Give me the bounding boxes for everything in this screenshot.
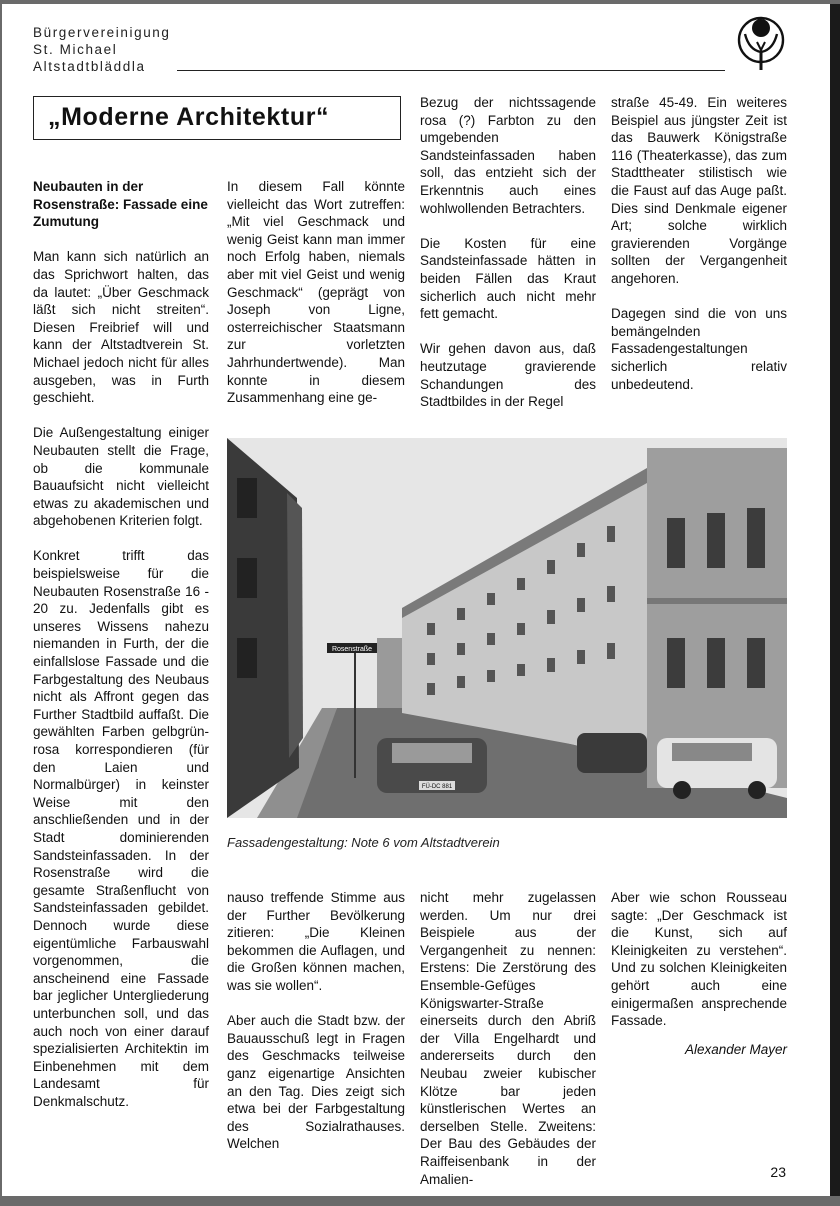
dove-circle-logo-icon (735, 12, 787, 74)
license-plate-text: FÜ-DC 881 (421, 784, 453, 790)
paragraph: nicht mehr zugelassen werden. Um nur drei Beispiele aus der Vergangenheit zu nennen: Erstens: Die Zerstörung des Ensemble-Gefüges Königswarter-Straße einerseits durch den Abriß der Villa Engelhardt und andererseits durch den Neubau zweier kubischer Klötze bar jeden künstlerischen Wertes an derselben Stelle. Zweitens: Der Bau des Gebäudes der Raiffeisenbank in der Amalien- (420, 890, 596, 1187)
paragraph: Wir gehen davon aus, daß heutzutage gravierende Schandungen des Stadtbildes in der Regel (420, 341, 596, 410)
header-rule (177, 70, 725, 71)
page-number: 23 (770, 1164, 786, 1180)
paragraph: Aber wie schon Rousseau sagte: „Der Geschmack ist die Kunst, sich auf Kleinigkeiten zu verstehen“. Und zu solchen Kleinigkeiten gehört auch eine einigermaßen ansprechende Fassade. (611, 890, 787, 1029)
column-3-bottom (420, 889, 596, 1206)
column-4-bottom (611, 889, 787, 1047)
paragraph: straße 45-49. Ein weiteres Beispiel aus jüngster Zeit ist das Bauwerk Königstraße 116 (Theaterkasse), das zum Stadttheater stilistisch wie die Faust auf das Auge paßt. Dies sind Denkmale eigener Art; solche wirklich gravierenden Vorgänge sollten der Vergangenheit angehoren. (611, 95, 787, 286)
paragraph: Die Kosten für eine Sandsteinfassade hätten in beiden Fällen das Kraut sicherlich auch nicht mehr fett gemacht. (420, 235, 596, 322)
paragraph: Dagegen sind die von uns bemängelnden Fassadengestaltungen sicherlich relativ unbedeutend. (611, 306, 787, 392)
column-4-top (611, 94, 787, 411)
paragraph: Bezug der nichtssagende rosa (?) Farbton zu den umgebenden Sandsteinfassaden haben soll, das entzieht sich der Erkenntnis auch eines wohlwollenden Betrachters. (420, 95, 596, 216)
column-1 (33, 178, 209, 1128)
paragraph: Die Außengestaltung einiger Neubauten stellt die Frage, ob die kommunale Bauaufsicht nicht vielleicht etwas zu akademischen und abgehobenen Kriterien folgt. (33, 425, 209, 529)
street-photo-drawing (227, 438, 787, 818)
masthead-line-3: Altstadtbläddla (33, 59, 146, 74)
paragraph: nauso treffende Stimme aus der Further Bevölkerung zitieren: „Die Kleinen bekommen die Auflagen, und die Großen können machen, was sie wollen“. (227, 890, 405, 993)
street-photo (227, 438, 787, 818)
street-sign-text: Rosenstraße (331, 646, 373, 653)
page-edge-shadow (830, 4, 840, 1196)
article-title: „Moderne Architektur“ (48, 103, 330, 131)
masthead (33, 24, 171, 75)
paragraph: Konkret trifft das beispielsweise für die Neubauten Rosenstraße 16 - 20 zu. Jedenfalls gibt es unseres Wissens nahezu niemanden in Furth, der die einfallslose Fassade und die Farbgestaltung des Neubaus nicht als Affront gegen das Further Stadtbild auffaßt. Die gewählten Farben gelbgrün-rosa korrespondieren (für den Laien und Normalbürger) in keinster Weise mit den anschließenden und in der Stadt dominierenden Sandsteinfassaden. In der Rosenstraße wird die gesamte Straßenflucht von Sandsteinfassaden gebildet. Dennoch wurde diese eigentümliche Farbauswahl vorgenommen, die anscheinend eine Fassade bar jeglicher Untergliederung unterbunchen soll, und das auch noch von einer darauf spezialisierten Architektin im Einbenehmen mit dem Landesamt für Denkmalschutz. (33, 548, 209, 1109)
paragraph: Aber auch die Stadt bzw. der Bauausschuß legt in Fragen des Geschmacks teilweise ganz eigenartige Ansichten an den Tag. Dies zeigt sich etwa bei der Farbgestaltung des Sozialrathauses. Welchen (227, 1013, 405, 1152)
masthead-line-1: Bürgervereinigung (33, 25, 171, 40)
masthead-line-2: St. Michael (33, 42, 118, 57)
article-subtitle: Neubauten in der Rosenstraße: Fassade eine Zumutung (33, 179, 208, 230)
paragraph: In diesem Fall könnte vielleicht das Wort zutreffen: „Mit viel Geschmack und wenig Geist kann man immer noch Erfolg haben, niemals aber mit viel Geist und wenig Geschmack“ (geprägt von Joseph von Ligne, osterreichischer Staatsmann zur vorletzten Jahrhundertwende). Man konnte in diesem Zusammenhang eine ge- (227, 179, 405, 406)
article-title-box (33, 96, 401, 140)
photo-caption: Fassadengestaltung: Note 6 vom Altstadtverein (227, 835, 500, 850)
column-2-top (227, 178, 405, 424)
author-name: Alexander Mayer (684, 1042, 787, 1057)
column-2-bottom (227, 889, 405, 1171)
paragraph: Man kann sich natürlich an das Sprichwort halten, das da lautet: „Über Geschmack läßt sich nicht streiten“. Diesen Freibrief will und kann der Altstadtverein St. Michael jedoch nicht für alles ausgeben, was in Furth geschieht. (33, 249, 209, 406)
magazine-page (2, 4, 830, 1196)
column-3-top (420, 94, 596, 428)
